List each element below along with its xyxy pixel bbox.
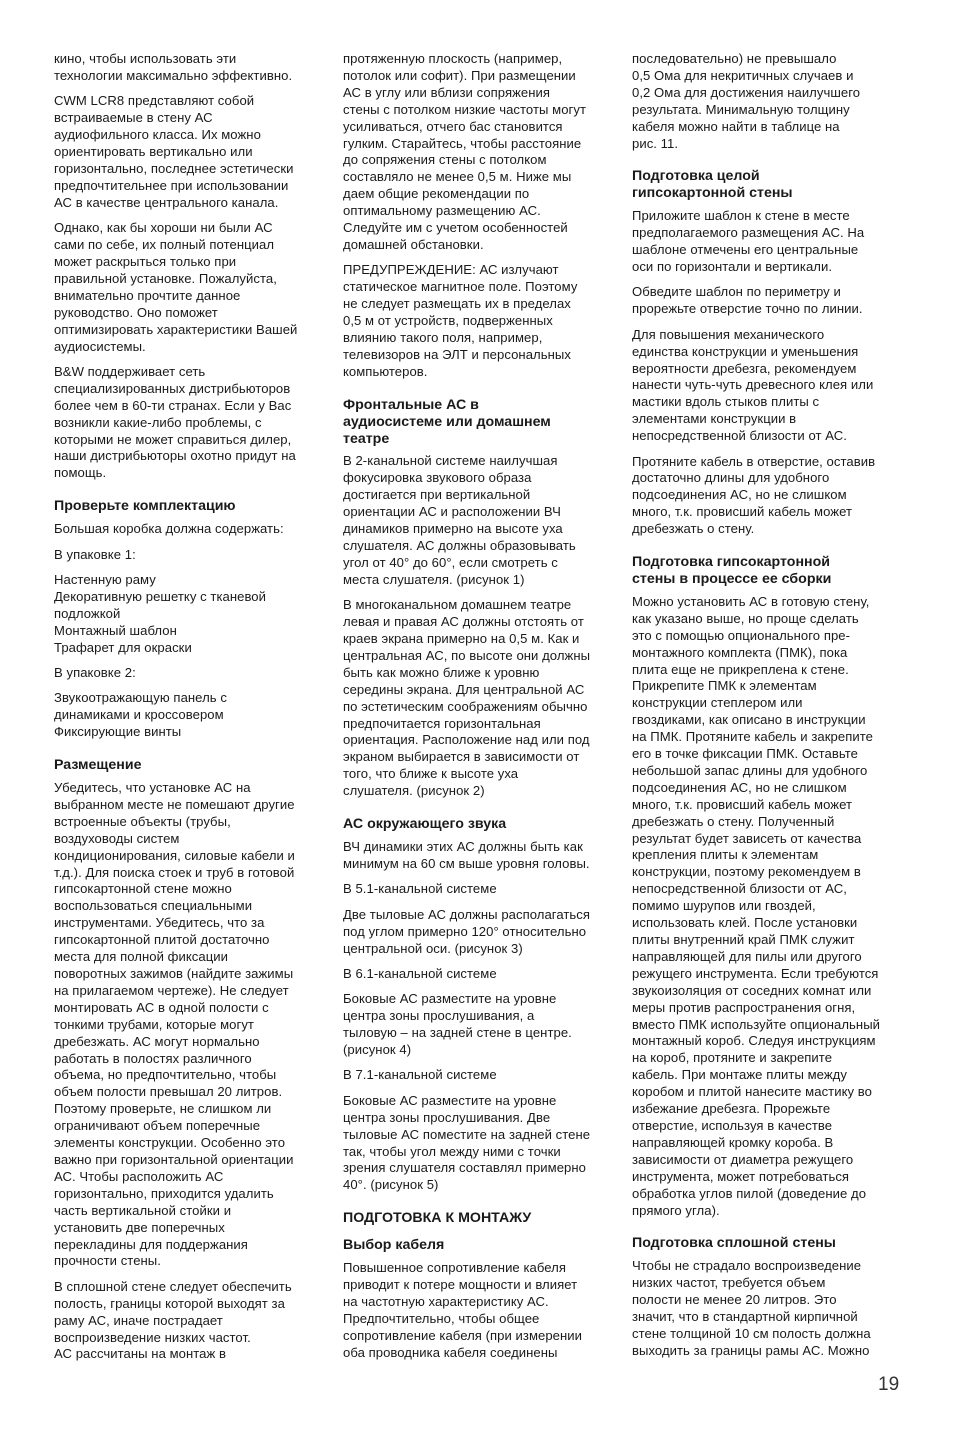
- paragraph: В многоканальном домашнем театре левая и правая АС должны отстоять от краев экрана примерно на 0,5 м. Как и центральная АС, по высоте они должны быть как можно ближе к уровню середины экрана. Для центральной АС по эстетическим соображениям обычно предпочитается горизонтальная ориентация. Расположение над или под экраном выбирается в зависимости от того, что ближе к высоте уха слушателя. (рисунок 2): [343, 597, 591, 799]
- column-left: [54, 51, 329, 1372]
- paragraph: Приложите шаблон к стене в месте предполагаемого размещения АС. На шаблоне отмечены его центральные оси по горизонтали и вертикали.: [632, 208, 865, 274]
- section-heading-placement: Размещение: [54, 757, 142, 774]
- section-heading-drywall-under-construction: Подготовка гипсокартонной стены в процессе ее сборки: [632, 554, 832, 587]
- paragraph: В 5.1-канальной системе: [343, 881, 497, 897]
- column-right: [632, 51, 907, 1368]
- paragraph: Обведите шаблон по периметру и прорежьте отверстие точно по линии.: [632, 284, 863, 317]
- section-heading-installation-prep: ПОДГОТОВКА К МОНТАЖУ: [343, 1210, 532, 1227]
- paragraph: CWM LCR8 представляют собой встраиваемые в стену АС аудиофильного класса. Их можно ориентировать вертикально или горизонтально, последнее эстетически предпочтительнее при использовании АС в качестве центрального канала.: [54, 93, 294, 210]
- page-number: 19: [878, 1374, 900, 1395]
- paragraph: Чтобы не страдало воспроизведение низких частот, требуется объем полости не менее 20 литров. Это значит, что в стандартной кирпичной стене толщиной 10 см полость должна выходить за границы рамы АС. Можно: [632, 1258, 871, 1358]
- paragraph: Большая коробка должна содержать:: [54, 521, 284, 537]
- paragraph: Убедитесь, что установке АС на выбранном месте не помешают другие встроенные объекты (трубы, воздуховоды систем кондиционирования, силовые кабели и т.д.). Для поиска стоек и труб в готовой гипсокартонной стене можно воспользоваться специальными инструментами. Убедитесь, что за гипсокартонной плитой достаточно места для полной фиксации поворотных зажимов (найдите зажимы на прилагаемом чертеже). Не следует монтировать АС в одной полости с тонкими трубами, которые могут дребезжать. АС могут нормально работать в полостях различного объема, но предпочтительно, чтобы объем полости превышал 20 литров. Поэтому проверьте, не слишком ли ограничивают объем поперечные элементы конструкции. Особенно это важно при горизонтальной ориентации АС. Чтобы расположить АС горизонтально, приходится удалить часть вертикальной стойки и установить две поперечных перекладины для поддержания прочности стены.: [54, 780, 295, 1269]
- section-heading-front-speakers: Фронтальные АС в аудиосистеме или домашнем театре: [343, 396, 551, 447]
- paragraph: В сплошной стене следует обеспечить полость, границы которой выходят за раму АС, иначе пострадает воспроизведение низких частот. АС рассчитаны на монтаж в: [54, 1278, 292, 1362]
- section-heading-cable-choice: Выбор кабеля: [343, 1237, 445, 1254]
- warning-paragraph: ПРЕДУПРЕЖДЕНИЕ: АС излучают статическое магнитное поле. Поэтому не следует размещать их в пределах 0,5 м от устройств, подверженных влиянию такого поля, например, телевизоров на ЭЛТ и персональных компьютеров.: [343, 262, 578, 379]
- paragraph: Для повышения механического единства конструкции и уменьшения вероятности дребезга, рекомендуем нанести чуть-чуть древесного клея или мастики вдоль стыков плиты с элементами конструкции в непосредственной близости от АС.: [632, 326, 874, 444]
- paragraph: Однако, как бы хороши ни были АС сами по себе, их полный потенциал может раскрыться только при правильной установке. Пожалуйста, внимательно прочтите данное руководство. Оно поможет оптимизировать характеристики Вашей аудиосистемы.: [54, 220, 298, 354]
- section-heading-check-contents: Проверьте комплектацию: [54, 498, 236, 515]
- paragraph: Можно установить АС в готовую стену, как указано выше, но проще сделать это с помощью опционального пре- монтажного комплекта (ПМК), пока плита еще не прикреплена к стене. Прикрепите ПМК к элементам конструкции степлером или гвоздиками, как описано в инструкции на ПМК. Протяните кабель и закрепите его в точке фиксации ПМК. Оставьте небольшой запас длины для удобного подсоединения АС, но не слишком много, т.к. провисший кабель может дребезжать о стену. Полученный результат будет зависеть от качества крепления плиты к элементам конструкции, поэтому рекомендуем в непосредственной близости от АС, помимо шурупов или гвоздей, использовать клей. После установки плиты внутренний край ПМК служит направляющей для пилы или другого режущего инструмента. Если требуются звукоизоляция от соседних комнат или меры против распространения огня, вместо ПМК используйте опциональный монтажный короб. Следуя инструкциям на короб, протяните и закрепите кабель. При монтаже плиты между коробом и плитой нанесите мастику во избежание дребезга. Прорежьте отверстие, используя в качестве направляющей кромку короба. В зависимости от диаметра режущего инструмента, может потребоваться обработка углов пилой (доведение до прямого угла).: [632, 593, 881, 1218]
- section-heading-surround-speakers: АС окружающего звука: [343, 816, 507, 833]
- paragraph: В 2-канальной системе наилучшая фокусировка звукового образа достигается при вертикальной ориентации АС и расположении ВЧ динамиков примерно на высоте уха слушателя. АС должны образовывать угол от 40° до 60°, если смотреть с места слушателя. (рисунок 1): [343, 453, 576, 587]
- paragraph: В 6.1-канальной системе: [343, 965, 497, 981]
- paragraph: Боковые АС разместите на уровне центра зоны прослушивания, а тыловую – на задней стене в центре. (рисунок 4): [343, 991, 572, 1058]
- paragraph: кино, чтобы использовать эти технологии максимально эффективно.: [54, 51, 293, 83]
- section-heading-whole-drywall: Подготовка целой гипсокартонной стены: [632, 168, 793, 202]
- paragraph: В упаковке 1:: [54, 546, 136, 562]
- paragraph: последовательно) не превышало 0,5 Ома для некритичных случаев и 0,2 Ома для достижения наилучшего результата. Минимальную толщину кабеля можно найти в таблице на рис. 11.: [632, 51, 861, 151]
- paragraph: протяженную плоскость (например, потолок или софит). При размещении АС в углу или вблизи сопряжения стены с потолком низкие частоты могут усиливаться, отчего бас становится гулким. Старайтесь, чтобы расстояние до сопряжения стены с потолком составляло не менее 0,5 м. Ниже мы даем общие рекомендации по оптимальному размещению АС. Следуйте им с учетом особенностей домашней обстановки.: [343, 51, 587, 252]
- package-1-list: Настенную раму Декоративную решетку с тканевой подложкой Монтажный шаблон Трафарет для окраски: [54, 571, 267, 655]
- paragraph: Боковые АС разместите на уровне центра зоны прослушивания. Две тыловые АС поместите на задней стене так, чтобы угол между ними с точки зрения слушателя составлял примерно 40°. (рисунок 5): [343, 1092, 591, 1193]
- column-middle: [343, 51, 618, 1370]
- paragraph: ВЧ динамики этих АС должны быть как минимум на 60 см выше уровня головы.: [343, 838, 590, 871]
- package-2-list: Звукоотражающую панель с динамиками и кроссовером Фиксирующие винты: [54, 690, 227, 740]
- paragraph: Две тыловые АС должны располагаться под углом примерно 120° относительно центральной оси. (рисунок 3): [343, 906, 591, 956]
- paragraph: В упаковке 2:: [54, 665, 136, 680]
- paragraph: B&W поддерживает сеть специализированных дистрибьюторов более чем в 60-ти странах. Если у Вас возникли какие-либо проблемы, с которыми не может справиться дилер, наши дистрибьюторы охотно придут на помощь.: [54, 363, 296, 481]
- paragraph: В 7.1-канальной системе: [343, 1067, 497, 1083]
- section-heading-solid-wall: Подготовка сплошной стены: [632, 1235, 836, 1252]
- paragraph: Протяните кабель в отверстие, оставив достаточно длины для удобного подсоединения АС, но не слишком много, т.к. провисший кабель может дребезжать о стену.: [632, 453, 876, 537]
- paragraph: Повышенное сопротивление кабеля приводит к потере мощности и влияет на частотную характеристику АС. Предпочтительно, чтобы общее сопротивление кабеля (при измерении оба проводника кабеля соединены: [343, 1260, 583, 1360]
